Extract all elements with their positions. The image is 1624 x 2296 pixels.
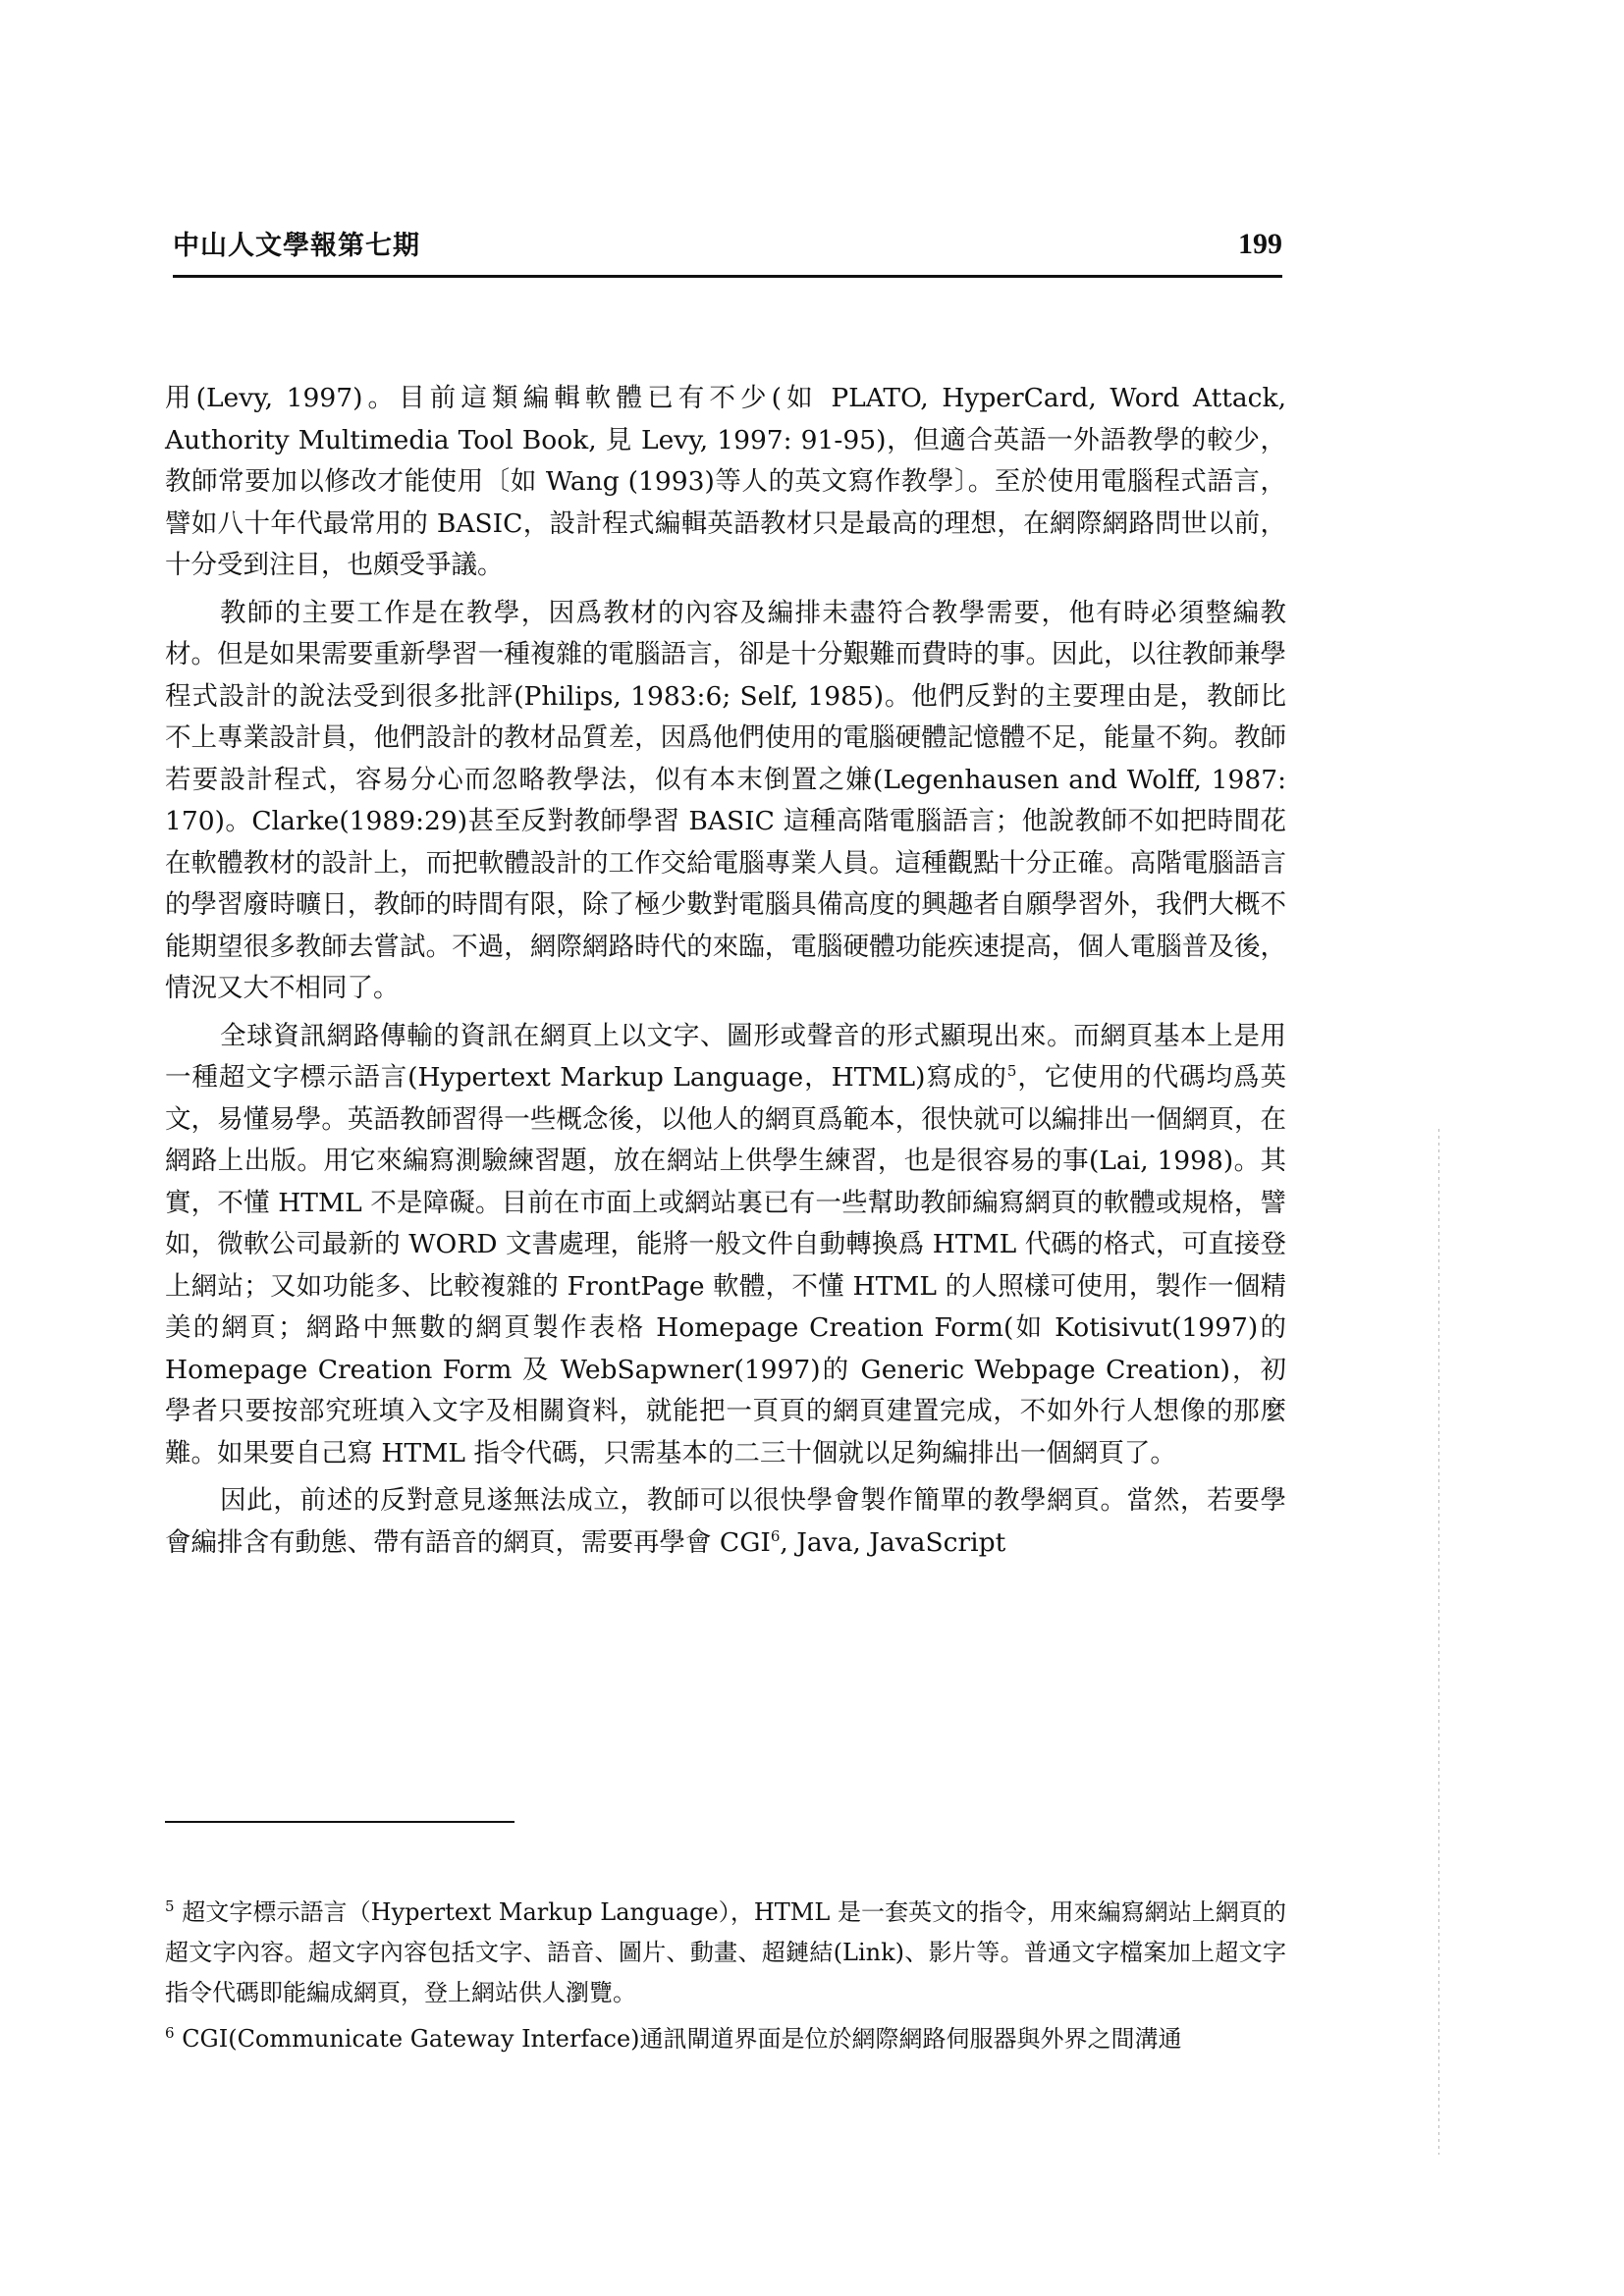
page-number: 199 xyxy=(1238,228,1282,260)
footnote-divider xyxy=(165,1821,514,1823)
footnote-text: 超文字標示語言（Hypertext Markup Language），HTML 是一套英文的指令，用來編寫網站上網頁的超文字內容。超文字內容包括文字、語音、圖片、動畫、超鏈結(Link)、影片等。普通文字檔案加上超文字指令代碼即能編成網頁，登上網站供人瀏覽。 xyxy=(165,1898,1286,2006)
paragraph-1: 用(Levy, 1997)。目前這類編輯軟體已有不少(如 PLATO, HyperCard, Word Attack, Authority Multimedia Tool Book, 見 Levy, 1997: 91-95)，但適合英語一外語教學的較少，教師常要加以修改才能使用〔如 Wang (1993)等人的英文寫作教學〕。至於使用電腦程式語言，譬如八十年代最常用的 BASIC，設計程式編輯英語教材只是最高的理想，在網際網路問世以前，十分受到注目，也頗受爭議。 xyxy=(165,383,1286,580)
footnote-ref-5[interactable]: 5 xyxy=(1006,1062,1017,1081)
footnote-ref-6[interactable]: 6 xyxy=(770,1526,781,1545)
footnote-text: CGI(Communicate Gateway Interface)通訊閘道界面是位於網際網路伺服器與外界之間溝通 xyxy=(182,2025,1182,2053)
scan-artifact-line xyxy=(1438,1129,1439,2155)
body-text xyxy=(165,378,1286,1570)
footnote-marker: 5 xyxy=(165,1897,175,1915)
page-header xyxy=(173,218,1282,278)
footnote-6 xyxy=(165,2019,1286,2059)
footnotes xyxy=(165,1893,1286,2065)
paragraph-2: 教師的主要工作是在教學，因爲教材的內容及編排未盡符合教學需要，他有時必須整編教材。但是如果需要重新學習一種複雜的電腦語言，卻是十分艱難而費時的事。因此，以往教師兼學程式設計的說法受到很多批評(Philips, 1983:6; Self, 1985)。他們反對的主要理由是，教師比不上專業設計員，他們設計的教材品質差，因爲他們使用的電腦硬體記憶體不足，能量不夠。教師若要設計程式，容易分心而忽略教學法，似有本末倒置之嫌(Legenhausen and Wolff, 1987: 170)。Clarke(1989:29)甚至反對教師學習 BASIC 這種高階電腦語言；他說教師不如把時間花在軟體教材的設計上，而把軟體設計的工作交給電腦專業人員。這種觀點十分正確。高階電腦語言的學習廢時曠日，教師的時間有限，除了極少數對電腦具備高度的興趣者自願學習外，我們大概不能期望很多教師去嘗試。不過，網際網路時代的來臨，電腦硬體功能疾速提高，個人電腦普及後，情況又大不相同了。 xyxy=(165,597,1287,1003)
footnote-marker: 6 xyxy=(165,2024,175,2042)
paragraph-4: 因此，前述的反對意見遂無法成立，教師可以很快學會製作簡單的教學網頁。當然，若要學會編排含有動態、帶有語音的網頁，需要再學會 CGI$^6$, Java, JavaScript xyxy=(165,1485,1286,1558)
journal-name: 中山人文學報第七期 xyxy=(173,231,420,261)
footnote-5 xyxy=(165,1893,1286,2013)
paragraph-3: 全球資訊網路傳輸的資訊在網頁上以文字、圖形或聲音的形式顯現出來。而網頁基本上是用一種超文字標示語言(Hypertext Markup Language，HTML)寫成的$^5$，它使用的代碼均爲英文，易懂易學。英語教師習得一些概念後，以他人的網頁爲範本，很快就可以編排出一個網頁，在網路上出版。用它來編寫測驗練習題，放在網站上供學生練習，也是很容易的事(Lai, 1998)。其實，不懂 HTML 不是障礙。目前在市面上或網站裏已有一些幫助教師編寫網頁的軟體或規格，譬如，微軟公司最新的 WORD 文書處理，能將一般文件自動轉換爲 HTML 代碼的格式，可直接登上網站；又如功能多、比較複雜的 FrontPage 軟體，不懂 HTML 的人照樣可使用，製作一個精美的網頁；網路中無數的網頁製作表格 Homepage Creation Form(如 Kotisivut(1997)的 Homepage Creation Form 及 WebSapwner(1997)的 Generic Webpage Creation)，初學者只要按部究班填入文字及相關資料，就能把一頁頁的網頁建置完成，不如外行人想像的那麼難。如果要自己寫 HTML 指令代碼，只需基本的二三十個就以足夠編排出一個網頁了。 xyxy=(165,1020,1287,1468)
